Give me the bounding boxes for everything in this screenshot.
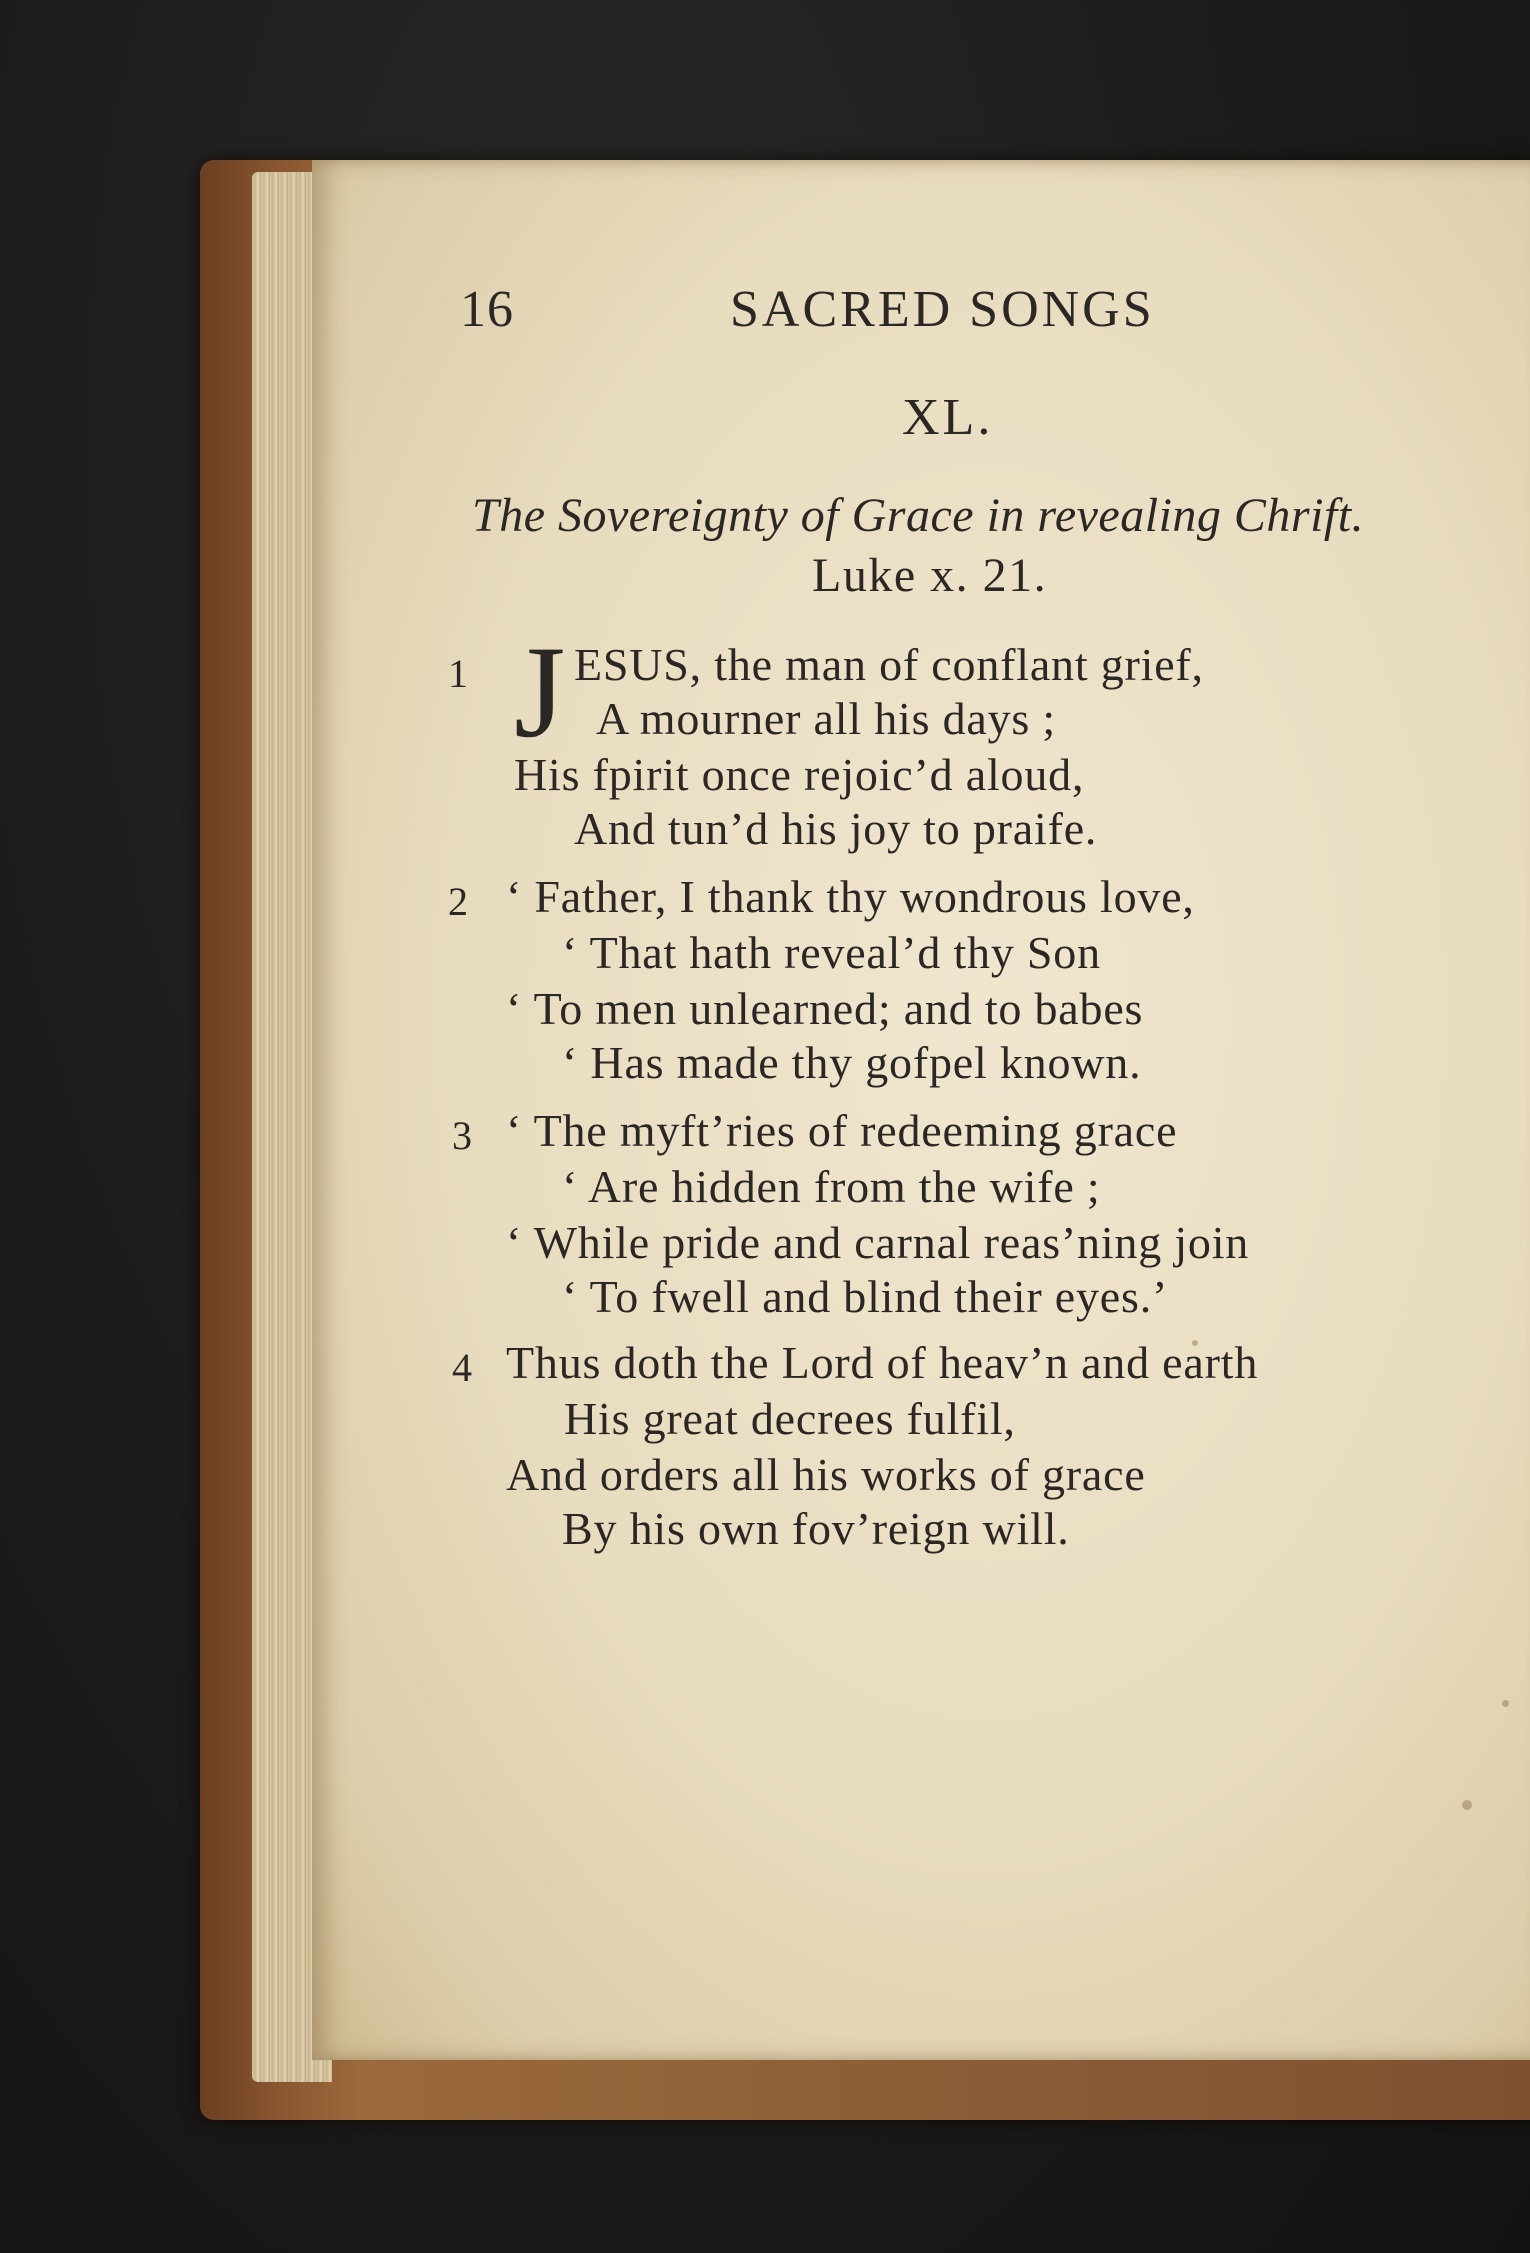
verse-line: A mourner all his days ; [596, 693, 1056, 744]
page-content [312, 160, 1530, 2060]
page-number: 16 [460, 281, 514, 338]
verse-line: By his own fov’reign will. [562, 1503, 1070, 1554]
book-page [312, 160, 1530, 2060]
verse-line: Thus doth the Lord of heav’n and earth [506, 1337, 1259, 1388]
scripture-reference: Luke x. 21. [812, 549, 1048, 602]
song-title: The Sovereignty of Grace in revealing Chrift. [472, 489, 1365, 542]
verse-line: And orders all his works of grace [506, 1449, 1146, 1500]
verse-line: ‘ To men unlearned; and to babes [506, 983, 1144, 1034]
paper-speck [1502, 1700, 1509, 1707]
verse-line: His great decrees fulfil, [564, 1393, 1016, 1444]
verse-line: And tun’d his joy to praife. [574, 803, 1098, 854]
stanza-number: 2 [448, 879, 468, 924]
drop-cap: J [514, 618, 566, 765]
stanza-number: 1 [448, 651, 468, 696]
verse-line: ‘ Has made thy gofpel known. [562, 1037, 1142, 1088]
verse-line: ‘ While pride and carnal reas’ning join [506, 1217, 1250, 1268]
verse-line: His fpirit once rejoic’d aloud, [514, 749, 1085, 800]
paper-speck [1192, 1340, 1198, 1346]
running-title: SACRED SONGS [730, 281, 1155, 338]
verse-line: ESUS, the man of conflant grief, [574, 639, 1204, 690]
verse-line: ‘ Are hidden from the wife ; [562, 1161, 1101, 1212]
paper-speck [1462, 1800, 1472, 1810]
stanza-number: 3 [452, 1113, 472, 1158]
running-head [312, 280, 1530, 350]
song-number: XL. [902, 389, 994, 446]
verse-line: ‘ Father, I thank thy wondrous love, [506, 871, 1195, 922]
stanza-number: 4 [452, 1345, 472, 1390]
verse-line: ‘ The myft’ries of redeeming grace [506, 1105, 1178, 1156]
verse-line: ‘ That hath reveal’d thy Son [562, 927, 1101, 978]
verse-line: ‘ To fwell and blind their eyes.’ [562, 1271, 1169, 1322]
